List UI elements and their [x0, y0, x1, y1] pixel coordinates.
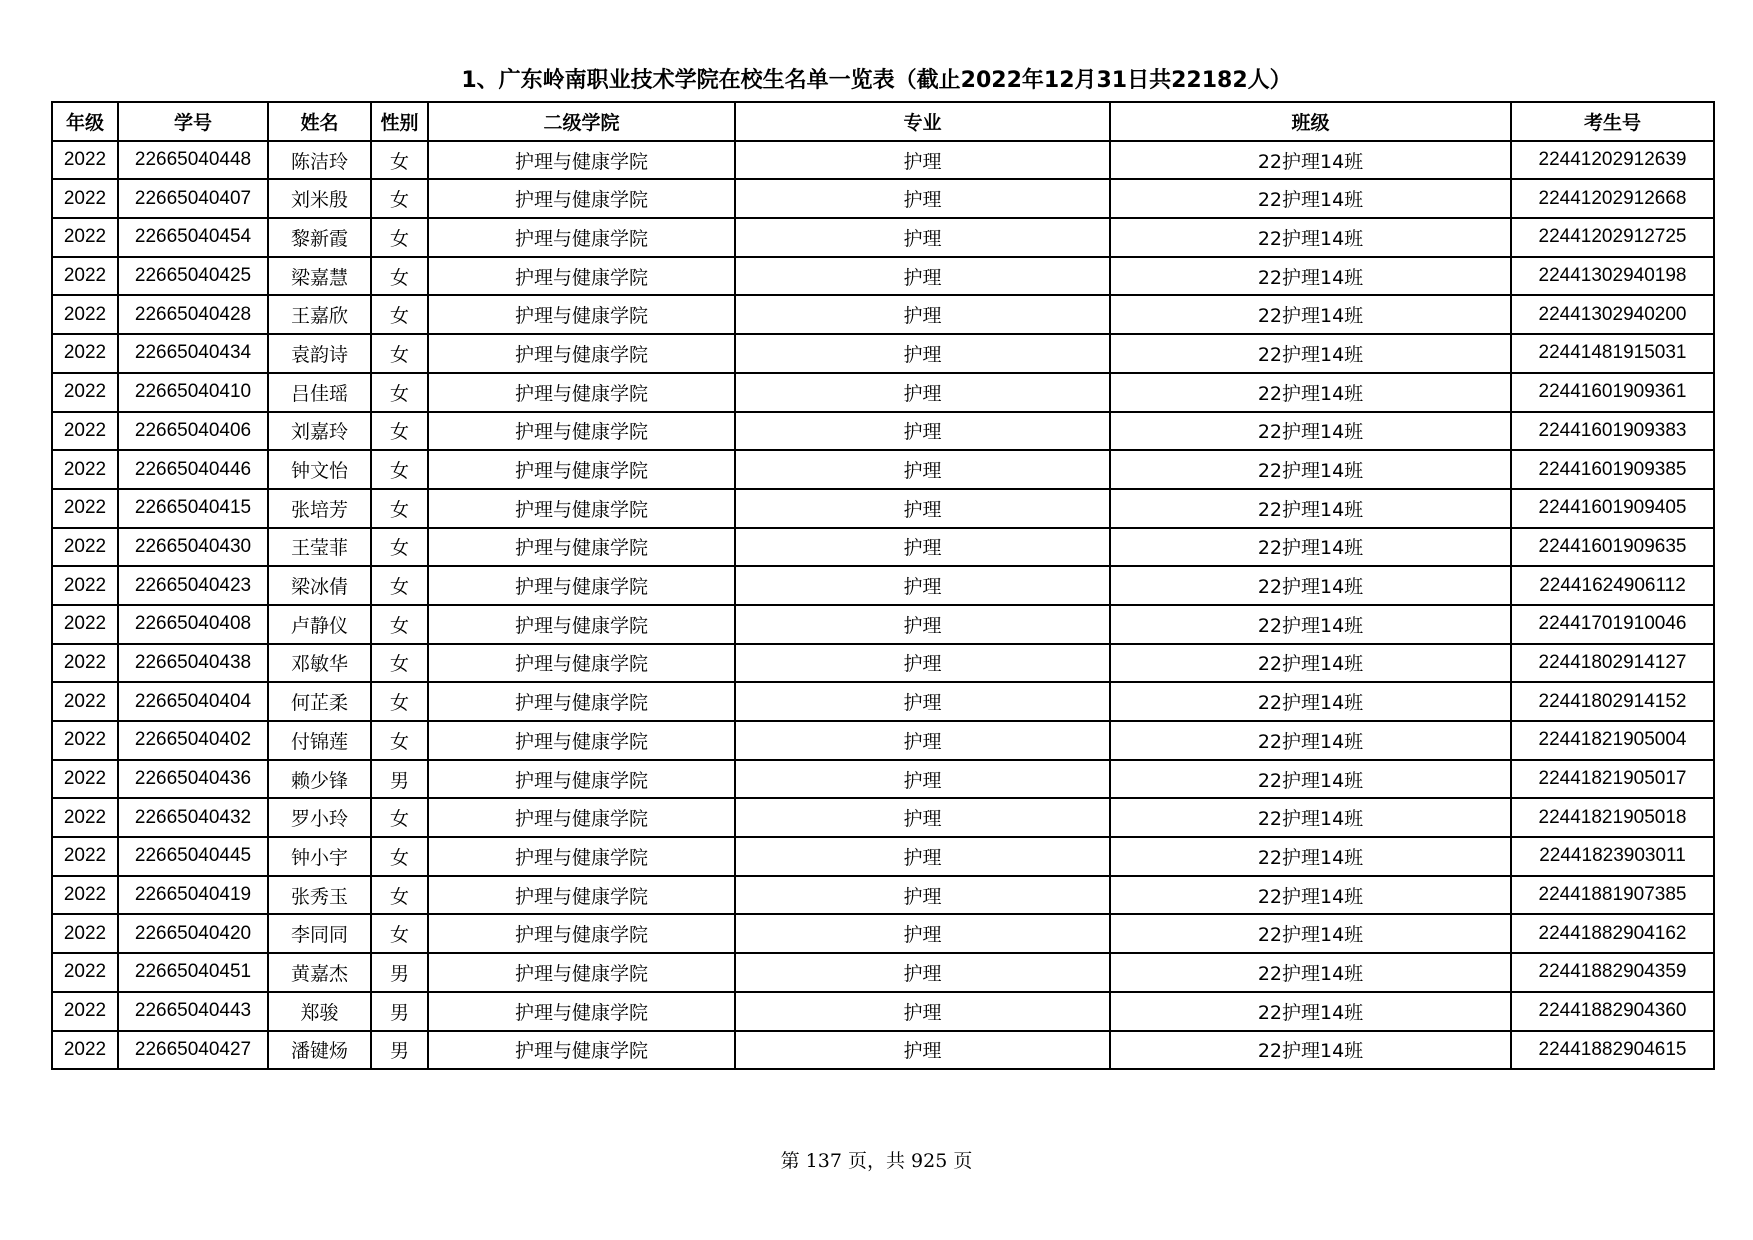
gender-cell: 男 — [371, 953, 428, 992]
major-cell: 护理 — [735, 1031, 1110, 1070]
name-cell: 袁韵诗 — [268, 334, 371, 373]
major-cell: 护理 — [735, 334, 1110, 373]
name-cell: 钟小宇 — [268, 837, 371, 876]
class-cell: 22护理14班 — [1110, 141, 1511, 180]
exam-number-cell: 22441882904360 — [1511, 992, 1714, 1031]
name-cell: 王嘉欣 — [268, 295, 371, 334]
major-cell: 护理 — [735, 953, 1110, 992]
name-cell: 黎新霞 — [268, 218, 371, 257]
major-cell: 护理 — [735, 837, 1110, 876]
college-cell: 护理与健康学院 — [428, 837, 735, 876]
college-cell: 护理与健康学院 — [428, 876, 735, 915]
table-row — [52, 837, 1714, 876]
grade-cell: 2022 — [52, 1031, 118, 1070]
class-cell: 22护理14班 — [1110, 914, 1511, 953]
class-cell: 22护理14班 — [1110, 257, 1511, 296]
grade-cell: 2022 — [52, 992, 118, 1031]
grade-cell: 2022 — [52, 914, 118, 953]
student-id-cell: 22665040432 — [118, 798, 268, 837]
exam-number-cell: 22441821905018 — [1511, 798, 1714, 837]
major-cell: 护理 — [735, 489, 1110, 528]
class-cell: 22护理14班 — [1110, 566, 1511, 605]
major-cell: 护理 — [735, 992, 1110, 1031]
table-row — [52, 644, 1714, 683]
class-cell: 22护理14班 — [1110, 489, 1511, 528]
grade-cell: 2022 — [52, 450, 118, 489]
table-row — [52, 953, 1714, 992]
major-cell: 护理 — [735, 373, 1110, 412]
name-cell: 张培芳 — [268, 489, 371, 528]
class-cell: 22护理14班 — [1110, 837, 1511, 876]
student-id-cell: 22665040438 — [118, 644, 268, 683]
grade-cell: 2022 — [52, 141, 118, 180]
grade-cell: 2022 — [52, 489, 118, 528]
column-header-class: 班级 — [1110, 102, 1511, 141]
name-cell: 郑骏 — [268, 992, 371, 1031]
table-row — [52, 179, 1714, 218]
gender-cell: 男 — [371, 1031, 428, 1070]
major-cell: 护理 — [735, 450, 1110, 489]
table-body — [52, 141, 1714, 1070]
exam-number-cell: 22441802914127 — [1511, 644, 1714, 683]
table-row — [52, 798, 1714, 837]
student-id-cell: 22665040406 — [118, 412, 268, 451]
gender-cell: 女 — [371, 257, 428, 296]
student-id-cell: 22665040445 — [118, 837, 268, 876]
name-cell: 李同同 — [268, 914, 371, 953]
student-roster-table — [51, 101, 1715, 1070]
name-cell: 梁嘉慧 — [268, 257, 371, 296]
exam-number-cell: 22441302940198 — [1511, 257, 1714, 296]
class-cell: 22护理14班 — [1110, 721, 1511, 760]
column-header-college: 二级学院 — [428, 102, 735, 141]
college-cell: 护理与健康学院 — [428, 528, 735, 567]
gender-cell: 女 — [371, 295, 428, 334]
gender-cell: 女 — [371, 721, 428, 760]
name-cell: 王莹菲 — [268, 528, 371, 567]
name-cell: 付锦莲 — [268, 721, 371, 760]
grade-cell: 2022 — [52, 257, 118, 296]
student-id-cell: 22665040446 — [118, 450, 268, 489]
college-cell: 护理与健康学院 — [428, 1031, 735, 1070]
table-row — [52, 992, 1714, 1031]
table-header-row — [52, 102, 1714, 141]
major-cell: 护理 — [735, 257, 1110, 296]
name-cell: 潘键炀 — [268, 1031, 371, 1070]
college-cell: 护理与健康学院 — [428, 644, 735, 683]
gender-cell: 女 — [371, 141, 428, 180]
college-cell: 护理与健康学院 — [428, 450, 735, 489]
gender-cell: 女 — [371, 218, 428, 257]
gender-cell: 女 — [371, 373, 428, 412]
column-header-major: 专业 — [735, 102, 1110, 141]
student-id-cell: 22665040407 — [118, 179, 268, 218]
exam-number-cell: 22441701910046 — [1511, 605, 1714, 644]
major-cell: 护理 — [735, 218, 1110, 257]
college-cell: 护理与健康学院 — [428, 798, 735, 837]
table-row — [52, 489, 1714, 528]
student-id-cell: 22665040408 — [118, 605, 268, 644]
student-id-cell: 22665040430 — [118, 528, 268, 567]
name-cell: 吕佳瑶 — [268, 373, 371, 412]
major-cell: 护理 — [735, 605, 1110, 644]
grade-cell: 2022 — [52, 682, 118, 721]
college-cell: 护理与健康学院 — [428, 257, 735, 296]
major-cell: 护理 — [735, 179, 1110, 218]
exam-number-cell: 22441882904359 — [1511, 953, 1714, 992]
page-title: 1、广东岭南职业技术学院在校生名单一览表（截止2022年12月31日共22182人） — [461, 68, 1292, 93]
class-cell: 22护理14班 — [1110, 450, 1511, 489]
table-row — [52, 566, 1714, 605]
student-id-cell: 22665040454 — [118, 218, 268, 257]
major-cell: 护理 — [735, 760, 1110, 799]
exam-number-cell: 22441821905017 — [1511, 760, 1714, 799]
class-cell: 22护理14班 — [1110, 605, 1511, 644]
name-cell: 刘米殷 — [268, 179, 371, 218]
student-id-cell: 22665040434 — [118, 334, 268, 373]
grade-cell: 2022 — [52, 876, 118, 915]
grade-cell: 2022 — [52, 179, 118, 218]
exam-number-cell: 22441882904162 — [1511, 914, 1714, 953]
college-cell: 护理与健康学院 — [428, 953, 735, 992]
student-id-cell: 22665040436 — [118, 760, 268, 799]
name-cell: 卢静仪 — [268, 605, 371, 644]
grade-cell: 2022 — [52, 837, 118, 876]
college-cell: 护理与健康学院 — [428, 721, 735, 760]
class-cell: 22护理14班 — [1110, 334, 1511, 373]
student-id-cell: 22665040410 — [118, 373, 268, 412]
table-row — [52, 450, 1714, 489]
column-header-grade: 年级 — [52, 102, 118, 141]
class-cell: 22护理14班 — [1110, 373, 1511, 412]
name-cell: 罗小玲 — [268, 798, 371, 837]
student-id-cell: 22665040425 — [118, 257, 268, 296]
table-row — [52, 257, 1714, 296]
table-row — [52, 373, 1714, 412]
college-cell: 护理与健康学院 — [428, 914, 735, 953]
college-cell: 护理与健康学院 — [428, 489, 735, 528]
table-row — [52, 218, 1714, 257]
table-row — [52, 760, 1714, 799]
student-id-cell: 22665040427 — [118, 1031, 268, 1070]
student-id-cell: 22665040423 — [118, 566, 268, 605]
major-cell: 护理 — [735, 798, 1110, 837]
gender-cell: 女 — [371, 528, 428, 567]
grade-cell: 2022 — [52, 412, 118, 451]
table-row — [52, 528, 1714, 567]
table-row — [52, 682, 1714, 721]
major-cell: 护理 — [735, 412, 1110, 451]
table-row — [52, 914, 1714, 953]
class-cell: 22护理14班 — [1110, 528, 1511, 567]
college-cell: 护理与健康学院 — [428, 141, 735, 180]
grade-cell: 2022 — [52, 295, 118, 334]
gender-cell: 男 — [371, 760, 428, 799]
exam-number-cell: 22441823903011 — [1511, 837, 1714, 876]
college-cell: 护理与健康学院 — [428, 295, 735, 334]
gender-cell: 女 — [371, 876, 428, 915]
college-cell: 护理与健康学院 — [428, 334, 735, 373]
exam-number-cell: 22441882904615 — [1511, 1031, 1714, 1070]
grade-cell: 2022 — [52, 334, 118, 373]
name-cell: 钟文怡 — [268, 450, 371, 489]
exam-number-cell: 22441601909635 — [1511, 528, 1714, 567]
gender-cell: 男 — [371, 992, 428, 1031]
class-cell: 22护理14班 — [1110, 953, 1511, 992]
name-cell: 赖少锋 — [268, 760, 371, 799]
exam-number-cell: 22441601909361 — [1511, 373, 1714, 412]
class-cell: 22护理14班 — [1110, 295, 1511, 334]
grade-cell: 2022 — [52, 218, 118, 257]
college-cell: 护理与健康学院 — [428, 373, 735, 412]
student-id-cell: 22665040420 — [118, 914, 268, 953]
student-id-cell: 22665040415 — [118, 489, 268, 528]
exam-number-cell: 22441302940200 — [1511, 295, 1714, 334]
table-row — [52, 605, 1714, 644]
gender-cell: 女 — [371, 334, 428, 373]
table-row — [52, 141, 1714, 180]
major-cell: 护理 — [735, 721, 1110, 760]
class-cell: 22护理14班 — [1110, 876, 1511, 915]
college-cell: 护理与健康学院 — [428, 179, 735, 218]
grade-cell: 2022 — [52, 721, 118, 760]
table-row — [52, 721, 1714, 760]
major-cell: 护理 — [735, 141, 1110, 180]
gender-cell: 女 — [371, 412, 428, 451]
gender-cell: 女 — [371, 566, 428, 605]
gender-cell: 女 — [371, 914, 428, 953]
table-row — [52, 876, 1714, 915]
name-cell: 梁冰倩 — [268, 566, 371, 605]
exam-number-cell: 22441881907385 — [1511, 876, 1714, 915]
table-row — [52, 412, 1714, 451]
exam-number-cell: 22441481915031 — [1511, 334, 1714, 373]
gender-cell: 女 — [371, 605, 428, 644]
major-cell: 护理 — [735, 566, 1110, 605]
name-cell: 何芷柔 — [268, 682, 371, 721]
grade-cell: 2022 — [52, 373, 118, 412]
grade-cell: 2022 — [52, 528, 118, 567]
college-cell: 护理与健康学院 — [428, 760, 735, 799]
class-cell: 22护理14班 — [1110, 179, 1511, 218]
name-cell: 陈洁玲 — [268, 141, 371, 180]
gender-cell: 女 — [371, 837, 428, 876]
exam-number-cell: 22441202912639 — [1511, 141, 1714, 180]
gender-cell: 女 — [371, 644, 428, 683]
grade-cell: 2022 — [52, 605, 118, 644]
table-row — [52, 1031, 1714, 1070]
major-cell: 护理 — [735, 295, 1110, 334]
class-cell: 22护理14班 — [1110, 644, 1511, 683]
exam-number-cell: 22441624906112 — [1511, 566, 1714, 605]
college-cell: 护理与健康学院 — [428, 682, 735, 721]
student-id-cell: 22665040419 — [118, 876, 268, 915]
exam-number-cell: 22441601909383 — [1511, 412, 1714, 451]
column-header-name: 姓名 — [268, 102, 371, 141]
gender-cell: 女 — [371, 682, 428, 721]
gender-cell: 女 — [371, 179, 428, 218]
class-cell: 22护理14班 — [1110, 798, 1511, 837]
class-cell: 22护理14班 — [1110, 1031, 1511, 1070]
college-cell: 护理与健康学院 — [428, 605, 735, 644]
major-cell: 护理 — [735, 644, 1110, 683]
name-cell: 刘嘉玲 — [268, 412, 371, 451]
college-cell: 护理与健康学院 — [428, 566, 735, 605]
class-cell: 22护理14班 — [1110, 682, 1511, 721]
gender-cell: 女 — [371, 450, 428, 489]
class-cell: 22护理14班 — [1110, 760, 1511, 799]
grade-cell: 2022 — [52, 953, 118, 992]
gender-cell: 女 — [371, 489, 428, 528]
exam-number-cell: 22441202912725 — [1511, 218, 1714, 257]
name-cell: 邓敏华 — [268, 644, 371, 683]
column-header-student-id: 学号 — [118, 102, 268, 141]
college-cell: 护理与健康学院 — [428, 218, 735, 257]
major-cell: 护理 — [735, 876, 1110, 915]
gender-cell: 女 — [371, 798, 428, 837]
student-id-cell: 22665040428 — [118, 295, 268, 334]
student-id-cell: 22665040404 — [118, 682, 268, 721]
name-cell: 黄嘉杰 — [268, 953, 371, 992]
exam-number-cell: 22441601909405 — [1511, 489, 1714, 528]
grade-cell: 2022 — [52, 798, 118, 837]
college-cell: 护理与健康学院 — [428, 992, 735, 1031]
student-id-cell: 22665040448 — [118, 141, 268, 180]
major-cell: 护理 — [735, 914, 1110, 953]
major-cell: 护理 — [735, 682, 1110, 721]
grade-cell: 2022 — [52, 566, 118, 605]
student-id-cell: 22665040451 — [118, 953, 268, 992]
class-cell: 22护理14班 — [1110, 412, 1511, 451]
class-cell: 22护理14班 — [1110, 218, 1511, 257]
grade-cell: 2022 — [52, 760, 118, 799]
column-header-gender: 性别 — [371, 102, 428, 141]
exam-number-cell: 22441802914152 — [1511, 682, 1714, 721]
table-row — [52, 334, 1714, 373]
college-cell: 护理与健康学院 — [428, 412, 735, 451]
major-cell: 护理 — [735, 528, 1110, 567]
student-id-cell: 22665040402 — [118, 721, 268, 760]
table-row — [52, 295, 1714, 334]
exam-number-cell: 22441202912668 — [1511, 179, 1714, 218]
exam-number-cell: 22441821905004 — [1511, 721, 1714, 760]
column-header-exam-number: 考生号 — [1511, 102, 1714, 141]
name-cell: 张秀玉 — [268, 876, 371, 915]
exam-number-cell: 22441601909385 — [1511, 450, 1714, 489]
class-cell: 22护理14班 — [1110, 992, 1511, 1031]
student-id-cell: 22665040443 — [118, 992, 268, 1031]
grade-cell: 2022 — [52, 644, 118, 683]
page-footer: 第 137 页，共 925 页 — [780, 1150, 973, 1172]
